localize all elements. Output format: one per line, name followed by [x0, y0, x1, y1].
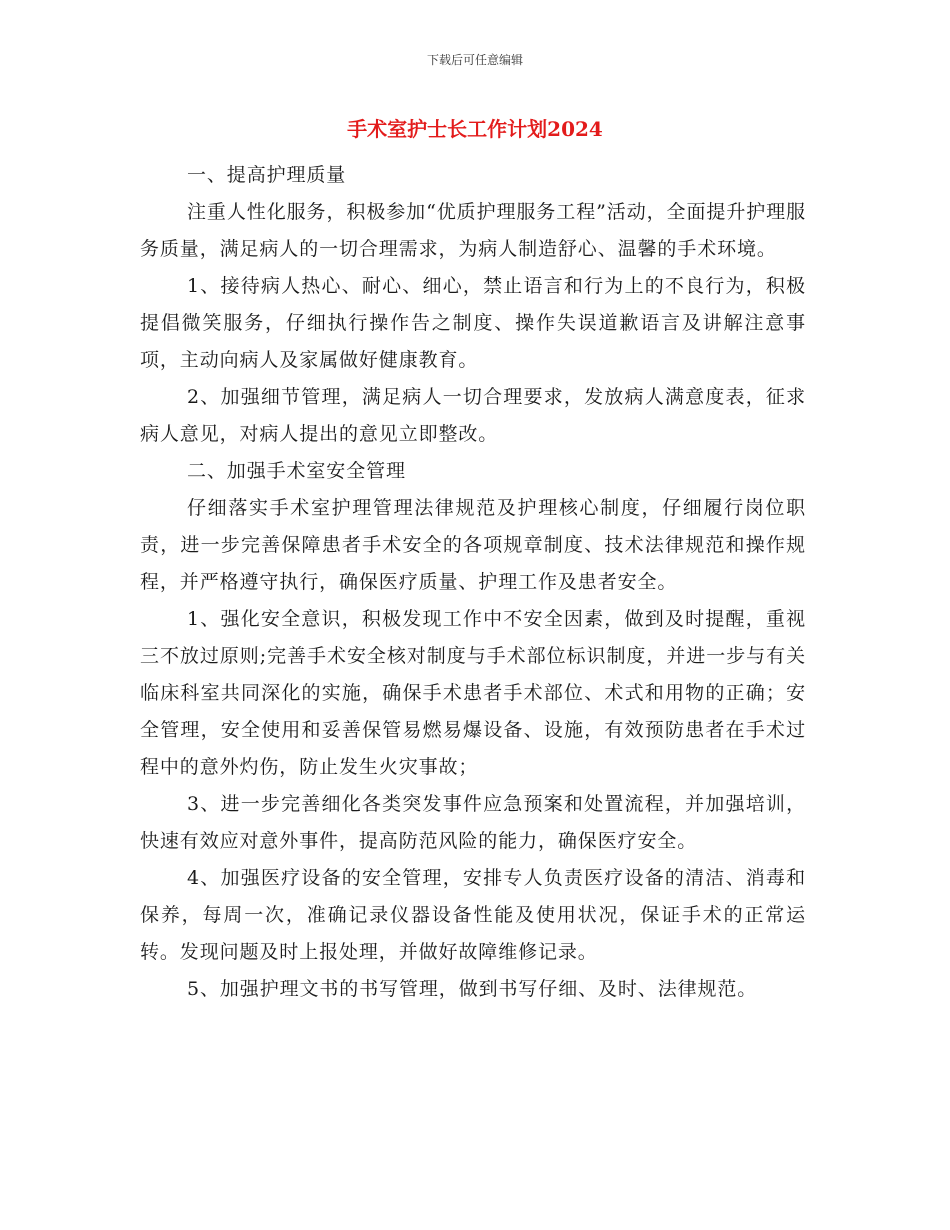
paragraph-item-2-5: 5、加强护理文书的书写管理，做到书写仔细、及时、法律规范。: [187, 978, 758, 1000]
paragraph-item-2-4: 4、加强医疗设备的安全管理，安排专人负责医疗设备的清洁、消毒和保养，每周一次，准确记录仪器设备性能及使用状况，保证手术的正常运转。发现问题及时上报处理，并做好故障维修记录。: [140, 867, 806, 963]
paragraph-item-1-1: 1、接待病人热心、耐心、细心，禁止语言和行为上的不良行为，积极提倡微笑服务，仔细执行操作告之制度、操作失误道歉语言及讲解注意事项，主动向病人及家属做好健康教育。: [140, 275, 806, 371]
section-heading-1: 一、提高护理质量: [187, 164, 347, 186]
paragraph-item-2-1: 1、强化安全意识，积极发现工作中不安全因素，做到及时提醒，重视三不放过原则;完善手术安全核对制度与手术部位标识制度，并进一步与有关临床科室共同深化的实施，确保手术患者手术部位、术式和用物的正确；安全管理，安全使用和妥善保管易燃易爆设备、设施，有效预防患者在手术过程中的意外灼伤，防止发生火灾事故；: [140, 608, 806, 778]
page-header-note: 下载后可任意编辑: [426, 53, 523, 67]
paragraph-item-2-3: 3、进一步完善细化各类突发事件应急预案和处置流程，并加强培训，快速有效应对意外事件，提高防范风险的能力，确保医疗安全。: [140, 793, 806, 852]
section-heading-2: 二、加强手术室安全管理: [187, 460, 406, 482]
document-body: [140, 157, 806, 1008]
paragraph-item-1-2: 2、加强细节管理，满足病人一切合理要求，发放病人满意度表，征求病人意见，对病人提出的意见立即整改。: [140, 386, 806, 445]
paragraph-intro-1: 注重人性化服务，积极参加“优质护理服务工程”活动，全面提升护理服务质量，满足病人的一切合理需求，为病人制造舒心、温馨的手术环境。: [140, 201, 806, 260]
paragraph-intro-2: 仔细落实手术室护理管理法律规范及护理核心制度，仔细履行岗位职责，进一步完善保障患者手术安全的各项规章制度、技术法律规范和操作规程，并严格遵守执行，确保医疗质量、护理工作及患者安全。: [140, 497, 806, 593]
document-title: 手术室护士长工作计划2024: [347, 117, 603, 141]
